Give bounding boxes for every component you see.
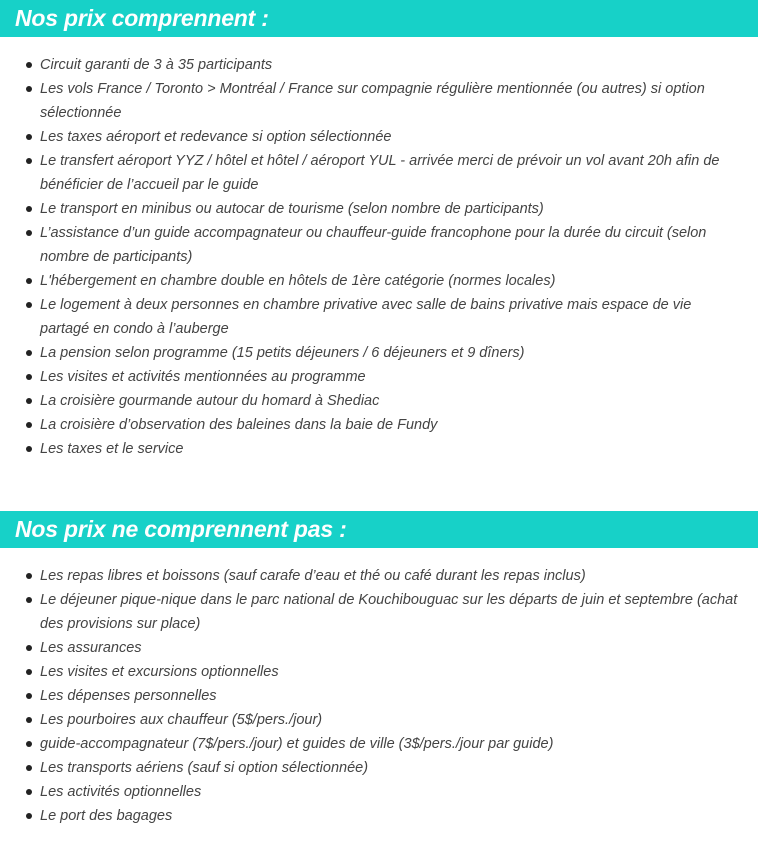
bullet-icon xyxy=(26,134,32,140)
bullet-icon xyxy=(26,717,32,723)
bullet-icon xyxy=(26,374,32,380)
bullet-icon xyxy=(26,302,32,308)
bullet-icon xyxy=(26,813,32,819)
list-item xyxy=(0,389,758,413)
bullet-icon xyxy=(26,789,32,795)
list-item-text: L’assistance d’un guide accompagnateur ou chauffeur-guide francophone pour la durée du circuit (selon nombre de participants) xyxy=(40,225,707,265)
bullet-icon xyxy=(26,86,32,92)
list-item-text: Circuit garanti de 3 à 35 participants xyxy=(40,57,273,73)
bullet-icon xyxy=(26,230,32,236)
list-item-text: La croisière gourmande autour du homard à Shediac xyxy=(40,393,380,409)
list-item-text: La croisière d’observation des baleines dans la baie de Fundy xyxy=(40,417,438,433)
bullet-icon xyxy=(26,62,32,68)
list-item-text: Les activités optionnelles xyxy=(40,784,202,800)
list-item xyxy=(0,53,758,77)
list-item xyxy=(0,341,758,365)
list-item-text: Les taxes et le service xyxy=(40,441,184,457)
list-item-text: Les dépenses personnelles xyxy=(40,688,217,704)
list-item xyxy=(0,437,758,461)
list-item-text: Le logement à deux personnes en chambre privative avec salle de bains privative mais espace de vie partagé en condo à l’auberge xyxy=(40,297,692,337)
bullet-icon xyxy=(26,446,32,452)
bullet-icon xyxy=(26,741,32,747)
list-item-text: Les visites et excursions optionnelles xyxy=(40,664,279,680)
list-item xyxy=(0,708,758,732)
bullet-icon xyxy=(26,645,32,651)
bullet-icon xyxy=(26,278,32,284)
included-title: Nos prix comprennent : xyxy=(15,5,269,31)
list-item xyxy=(0,588,758,636)
list-item-text: Les visites et activités mentionnées au programme xyxy=(40,369,366,385)
list-item xyxy=(0,684,758,708)
bullet-icon xyxy=(26,693,32,699)
excluded-title: Nos prix ne comprennent pas : xyxy=(15,516,347,542)
bullet-icon xyxy=(26,398,32,404)
list-item xyxy=(0,636,758,660)
list-item xyxy=(0,293,758,341)
list-item xyxy=(0,197,758,221)
list-item xyxy=(0,413,758,437)
list-item-text: L'hébergement en chambre double en hôtels de 1ère catégorie (normes locales) xyxy=(40,273,556,289)
bullet-icon xyxy=(26,422,32,428)
bullet-icon xyxy=(26,206,32,212)
excluded-section xyxy=(0,511,758,828)
list-item-text: Les vols France / Toronto > Montréal / France sur compagnie régulière mentionnée (ou autres) si option sélectionnée xyxy=(40,81,705,121)
list-item-text: Le transfert aéroport YYZ / hôtel et hôtel / aéroport YUL - arrivée merci de prévoir un vol avant 20h afin de bénéficier de l’accueil par le guide xyxy=(40,153,720,193)
list-item-text: Les pourboires aux chauffeur (5$/pers./jour) xyxy=(40,712,323,728)
list-item xyxy=(0,756,758,780)
list-item-text: Le déjeuner pique-nique dans le parc national de Kouchibouguac sur les départs de juin et septembre (achat des provisions sur place) xyxy=(40,592,738,632)
list-item xyxy=(0,365,758,389)
list-item xyxy=(0,221,758,269)
list-item xyxy=(0,77,758,125)
list-item xyxy=(0,269,758,293)
bullet-icon xyxy=(26,573,32,579)
bullet-icon xyxy=(26,158,32,164)
list-item xyxy=(0,660,758,684)
list-item-text: Les assurances xyxy=(40,640,142,656)
list-item xyxy=(0,780,758,804)
list-item xyxy=(0,732,758,756)
list-item-text: Le port des bagages xyxy=(40,808,173,824)
list-item-text: Les transports aériens (sauf si option sélectionnée) xyxy=(40,760,369,776)
list-item xyxy=(0,564,758,588)
included-list xyxy=(0,37,758,461)
list-item-text: guide-accompagnateur (7$/pers./jour) et guides de ville (3$/pers./jour par guide) xyxy=(40,736,554,752)
list-item-text: Les taxes aéroport et redevance si option sélectionnée xyxy=(40,129,392,145)
excluded-header xyxy=(0,511,758,548)
bullet-icon xyxy=(26,669,32,675)
included-header xyxy=(0,0,758,37)
list-item-text: La pension selon programme (15 petits déjeuners / 6 déjeuners et 9 dîners) xyxy=(40,345,525,361)
bullet-icon xyxy=(26,765,32,771)
bullet-icon xyxy=(26,350,32,356)
excluded-list xyxy=(0,548,758,828)
list-item xyxy=(0,149,758,197)
list-item xyxy=(0,804,758,828)
list-item xyxy=(0,125,758,149)
list-item-text: Le transport en minibus ou autocar de tourisme (selon nombre de participants) xyxy=(40,201,544,217)
bullet-icon xyxy=(26,597,32,603)
list-item-text: Les repas libres et boissons (sauf carafe d’eau et thé ou café durant les repas inclus) xyxy=(40,568,586,584)
